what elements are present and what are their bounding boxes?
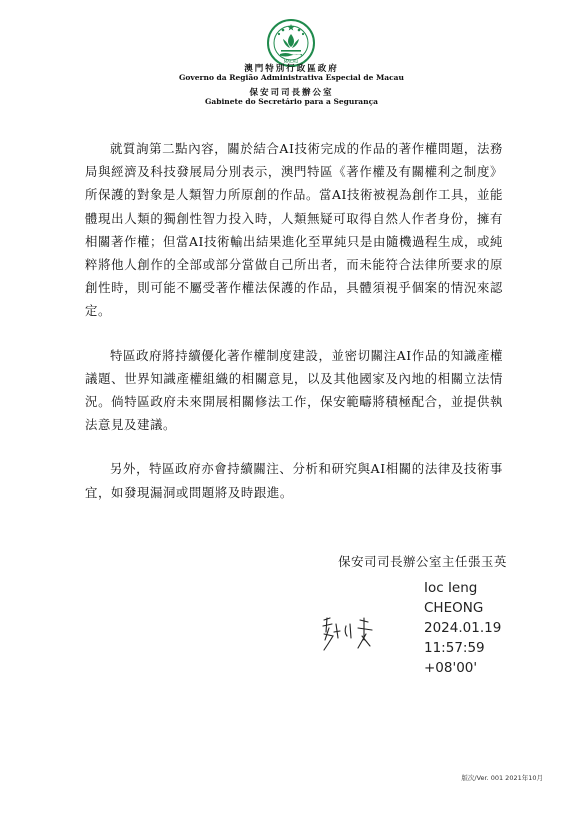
paragraph: 另外，特區政府亦會持續關注、分析和研究與AI相關的法律及技術事宜，如發現漏洞或問題將及時跟進。	[85, 461, 503, 500]
signer-title: 保安司司長辦公室主任張玉英	[338, 554, 507, 569]
document-body	[85, 137, 503, 525]
macau-emblem-icon	[266, 18, 316, 68]
signature-timezone: +08'00'	[424, 660, 478, 676]
org-name-chinese: 澳門特別行政區政府	[244, 64, 339, 74]
signature-time: 11:57:59	[424, 640, 485, 656]
office-name-portuguese: Gabinete do Secretário para a Segurança	[204, 97, 379, 106]
digital-signature-block	[424, 578, 501, 678]
version-footer: 版次/Ver. 001 2021年10月	[461, 774, 543, 782]
paragraph: 就質詢第二點內容，關於結合AI技術完成的作品的著作權問題，法務局與經濟及科技發展局分別表示，澳門特區《著作權及有關權利之制度》所保護的對象是人類智力所原創的作品。當AI技術被視為創作工具，並能體現出人類的獨創性智力投入時，人類無疑可取得自然人作者身份，擁有相關著作權；但當AI技術輸出結果進化至單純只是由隨機過程生成，或純粹將他人創作的全部或部分當做自己所出者，而未能符合法律所要求的原創性時，則可能不屬受著作權法保護的作品，具體須視乎個案的情況來認定。	[85, 141, 503, 319]
org-name-portuguese: Governo da Região Administrativa Especial de Macau	[179, 73, 404, 82]
handwritten-signature	[320, 610, 400, 660]
signature-date: 2024.01.19	[424, 620, 502, 636]
emblem-label: MACAU	[283, 59, 299, 64]
paragraph: 特區政府將持續優化著作權制度建設，並密切關注AI作品的知識產權議題、世界知識產權組織的相關意見，以及其他國家及內地的相關立法情況。倘特區政府未來開展相關修法工作，保安範疇將積極配合，並提供執法意見及建議。	[85, 347, 503, 433]
signer-name-line2: CHEONG	[424, 600, 484, 616]
office-name-chinese: 保安司司長辦公室	[249, 88, 334, 98]
signer-name-line1: Ioc Ieng	[424, 580, 478, 596]
